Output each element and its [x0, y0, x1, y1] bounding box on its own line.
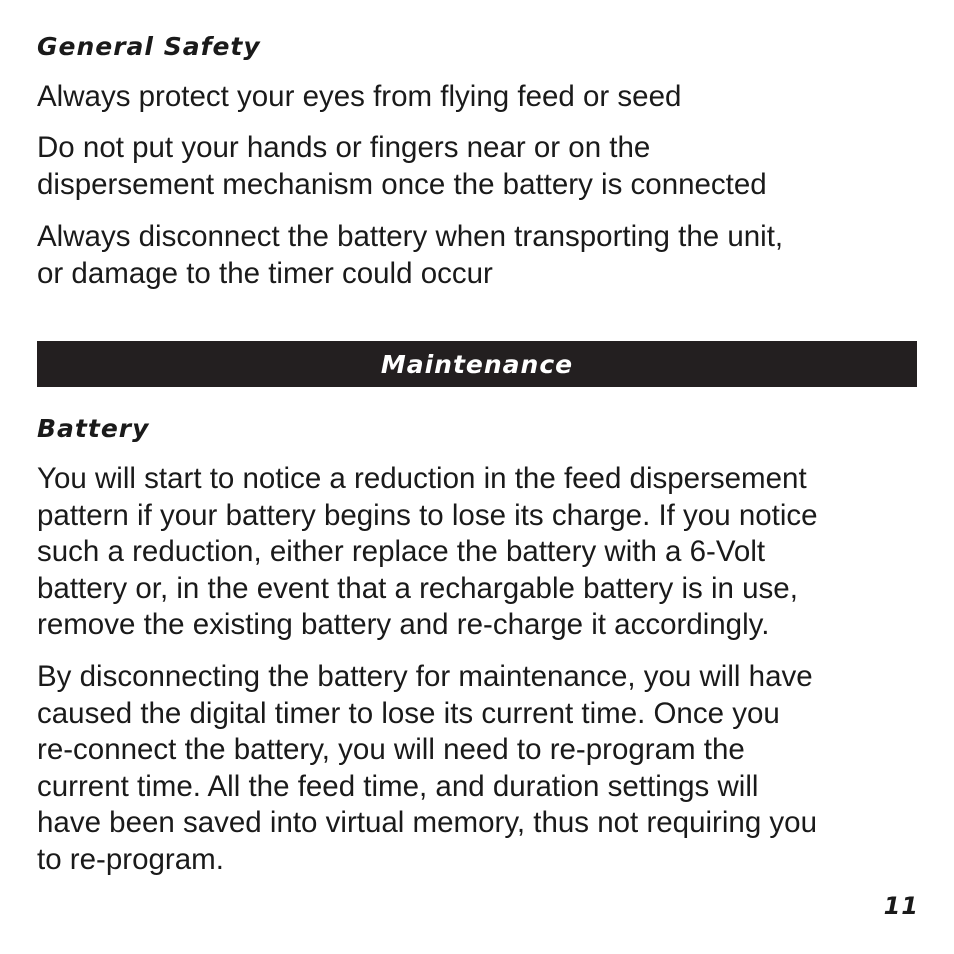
general-safety-heading: General Safety — [37, 32, 261, 61]
battery-heading: Battery — [37, 414, 150, 443]
battery-paragraph-disconnect: By disconnecting the battery for maintenance, you will have caused the digital timer to lose its current time. Once you re-connect the battery, you will need to re-program the current time. All the feed time, and duration settings will have been saved into virtual memory, thus not requiring you to re-program. — [37, 660, 817, 876]
safety-item-eye-protection: Always protect your eyes from flying feed or seed — [37, 80, 682, 113]
safety-item-disconnect-battery: Always disconnect the battery when transporting the unit, or damage to the timer could occur — [37, 220, 784, 290]
safety-item-hands-warning: Do not put your hands or fingers near or on the dispersement mechanism once the battery is connected — [37, 131, 767, 201]
battery-paragraph-charge: You will start to notice a reduction in the feed dispersement pattern if your battery begins to lose its charge. If you notice such a reduction, either replace the battery with a 6-Volt battery or, in the event that a rechargable battery is in use, remove the existing battery and re-charge it accordingly. — [37, 462, 818, 641]
page-number: 11 — [883, 892, 919, 920]
maintenance-banner — [37, 341, 917, 387]
maintenance-title: Maintenance — [380, 349, 574, 379]
